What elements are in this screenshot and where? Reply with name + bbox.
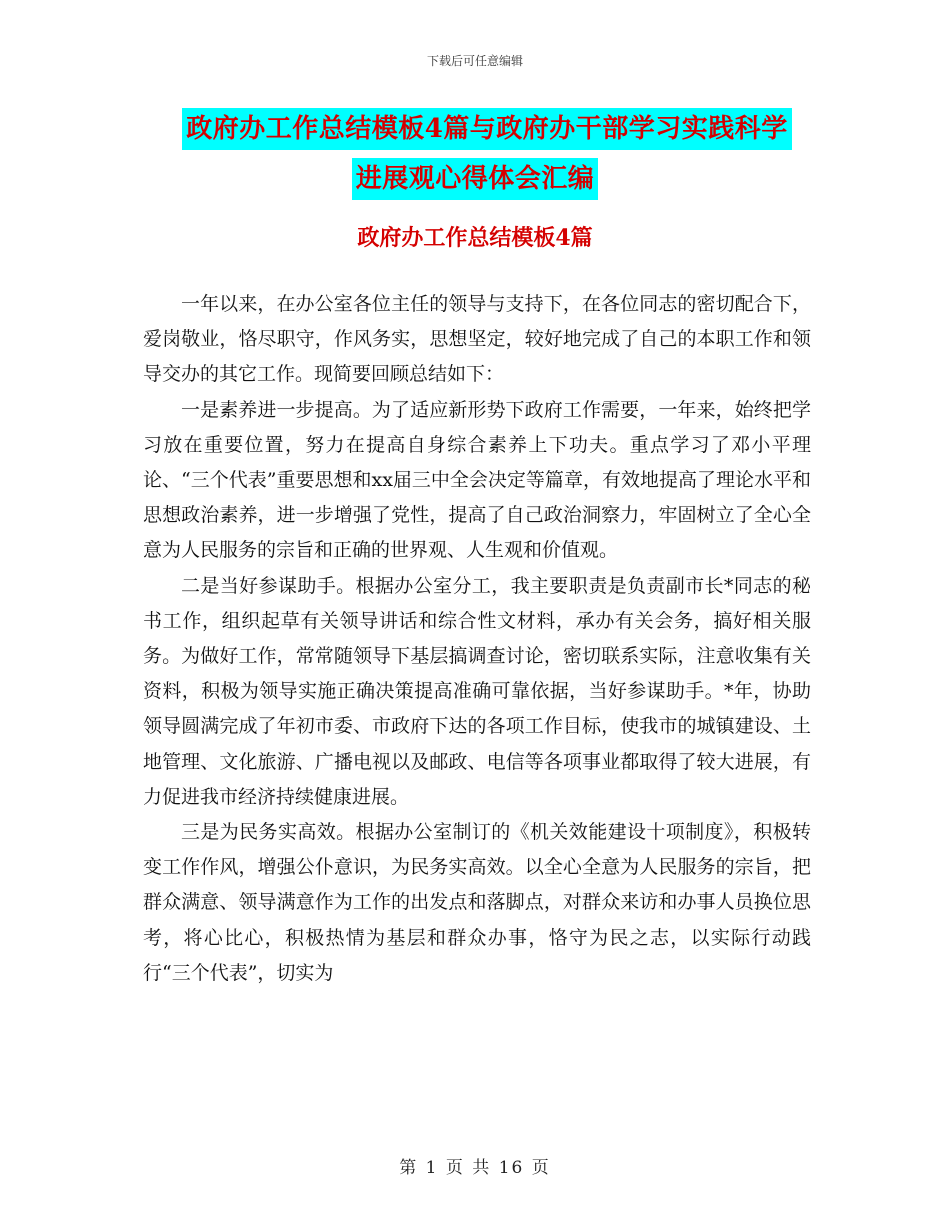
document-title (0, 108, 950, 200)
title-line-1: 政府办工作总结模板4篇与政府办干部学习实践科学 (182, 108, 792, 150)
paragraph: 二是当好参谋助手。根据办公室分工，我主要职责是负责副市长*同志的秘书工作，组织起草有关领导讲话和综合性文材料，承办有关会务，搞好相关服务。为做好工作，常常随领导下基层搞调查讨论，密切联系实际，注意收集有关资料，积极为领导实施正确决策提高准确可靠依据，当好参谋助手。*年，协助领导圆满完成了年初市委、市政府下达的各项工作目标，使我市的城镇建设、土地管理、文化旅游、广播电视以及邮政、电信等各项事业都取得了较大进展，有力促进我市经济持续健康进展。 (143, 574, 811, 808)
title-line-2: 进展观心得体会汇编 (352, 158, 599, 200)
section-title: 政府办工作总结模板4篇 (357, 225, 593, 251)
paragraph: 一是素养进一步提高。为了适应新形势下政府工作需要，一年来，始终把学习放在重要位置，努力在提高自身综合素养上下功夫。重点学习了邓小平理论、“三个代表”重要思想和xx届三中全会决定等篇章，有效地提高了理论水平和思想政治素养，进一步增强了党性，提高了自己政治洞察力，牢固树立了全心全意为人民服务的宗旨和正确的世界观、人生观和价值观。 (143, 398, 811, 562)
header-note: 下载后可任意编辑 (426, 54, 523, 68)
paragraph: 三是为民务实高效。根据办公室制订的《机关效能建设十项制度》，积极转变工作作风，增强公仆意识，为民务实高效。以全心全意为人民服务的宗旨，把群众满意、领导满意作为工作的出发点和落脚点，对群众来访和办事人员换位思考，将心比心，积极热情为基层和群众办事，恪守为民之志，以实际行动践行“三个代表”，切实为 (143, 821, 811, 984)
body-text (143, 287, 811, 991)
paragraph: 一年以来，在办公室各位主任的领导与支持下，在各位同志的密切配合下，爱岗敬业，恪尽职守，作风务实，思想坚定，较好地完成了自己的本职工作和领导交办的其它工作。现简要回顾总结如下： (143, 293, 811, 386)
page-number: 第 1 页 共 16 页 (399, 1158, 551, 1178)
